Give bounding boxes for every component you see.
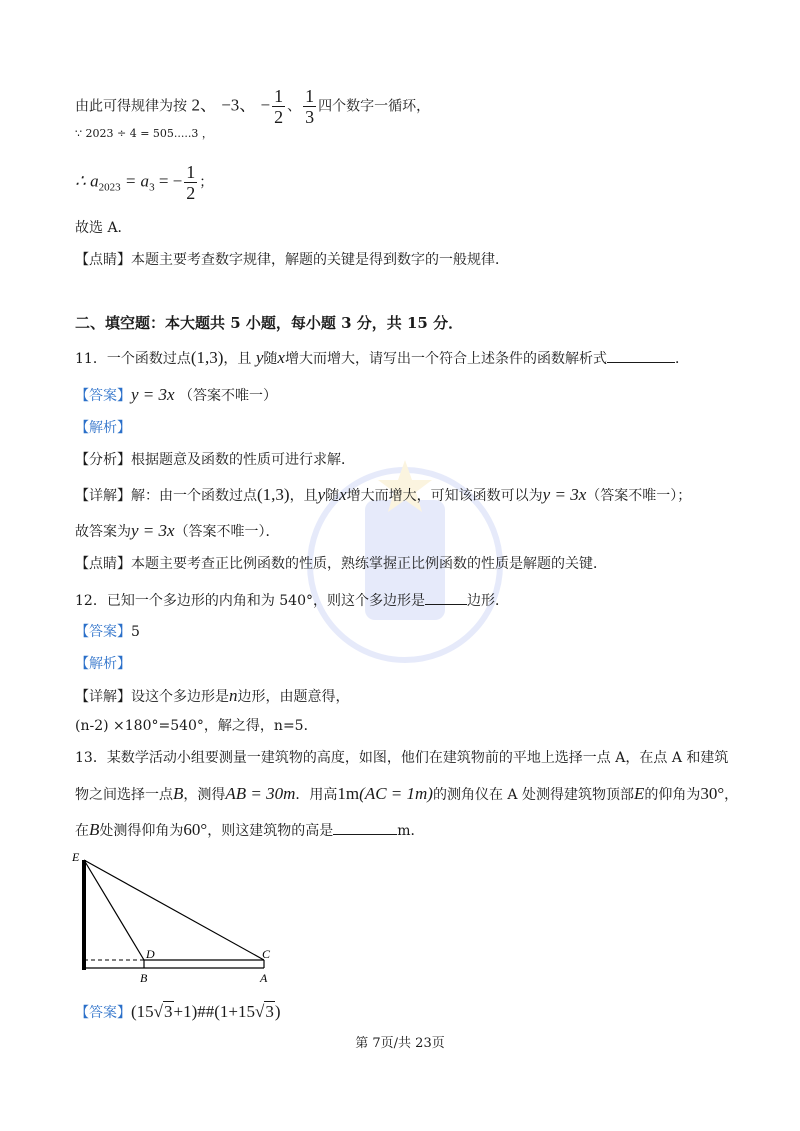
q12-blank bbox=[425, 590, 467, 605]
label-C: C bbox=[262, 947, 271, 961]
therefore-line: ∴ $a_{2023} = a_3$ = − $\frac{1}{2}$ ； bbox=[75, 162, 214, 203]
label-B: B bbox=[140, 971, 148, 985]
section-title: 二、填空题：本大题共 5 小题，每小题 3 分，共 15 分． bbox=[75, 314, 464, 332]
answer-tag: 【答案】 bbox=[75, 388, 131, 404]
q11-detail: 【详解】解：由一个函数过点(1,3)，且y随x增大而增大，可知该函数可以为y = 3x（答案不唯一）； bbox=[75, 485, 692, 504]
line-e-d bbox=[84, 860, 144, 960]
label-E: E bbox=[72, 850, 80, 864]
rule-line: 由此可得规律为按 2、 −3、 − $\frac{1}{2}$ 、 $\frac{1}{3}$ 四个数字一循环， bbox=[75, 86, 431, 127]
q11-comment: 【点睛】本题主要考查正比例函数的性质，熟练掌握正比例函数的性质是解题的关键． bbox=[75, 556, 607, 572]
q11-answer: 【答案】y = 3x （答案不唯一） bbox=[75, 385, 278, 404]
q11-analysis-tag: 【解析】 bbox=[75, 420, 131, 436]
q12-answer: 【答案】5 bbox=[75, 624, 140, 640]
comment-tag: 【点睛】 bbox=[75, 252, 131, 268]
comment-line-1: 【点睛】本题主要考查数字规律，解题的关键是得到数字的一般规律． bbox=[75, 252, 509, 268]
q13-stem-2: 物之间选择一点B，测得AB = 30m．用高1m(AC = 1m)的测角仪在 A 处测得建筑物顶部E的仰角为30°， bbox=[75, 784, 739, 803]
line-e-c bbox=[84, 860, 264, 960]
q13-answer: 【答案】(15√3+1)##(1+15√3) bbox=[75, 1002, 281, 1021]
q13-figure bbox=[66, 848, 296, 988]
q11-blank bbox=[607, 348, 675, 363]
choose-line: 故选 A． bbox=[75, 220, 132, 236]
q12-analysis-tag: 【解析】 bbox=[75, 656, 131, 672]
label-A: A bbox=[260, 971, 268, 985]
q11-fenxi: 【分析】根据题意及函数的性质可进行求解． bbox=[75, 452, 355, 468]
q12-equation: (n-2) ×180°=540°，解之得，n=5． bbox=[75, 718, 318, 734]
page-footer: 第 7页/共 23页 bbox=[355, 1036, 445, 1051]
label-D: D bbox=[146, 947, 155, 961]
q12-stem: 12．已知一个多边形的内角和为 540°，则这个多边形是 边形． bbox=[75, 590, 509, 611]
q11-conclude: 故答案为y = 3x（答案不唯一）． bbox=[75, 521, 280, 540]
q13-blank bbox=[333, 820, 397, 835]
q12-detail: 【详解】设这个多边形是n边形，由题意得， bbox=[75, 686, 350, 705]
q11-stem: 11．一个函数过点(1,3)，且 y随x增大而增大，请写出一个符合上述条件的函数解析式 ． bbox=[75, 348, 689, 367]
q13-stem-1: 13．某数学活动小组要测量一建筑物的高度，如图，他们在建筑物前的平地上选择一点 A，在点 A 和建筑 bbox=[75, 750, 729, 766]
q13-stem-3: 在B处测得仰角为60°，则这建筑物的高是 m． bbox=[75, 820, 425, 839]
because-line: ∵ 2023 ÷ 4 = 505.....3 ， bbox=[75, 127, 213, 140]
